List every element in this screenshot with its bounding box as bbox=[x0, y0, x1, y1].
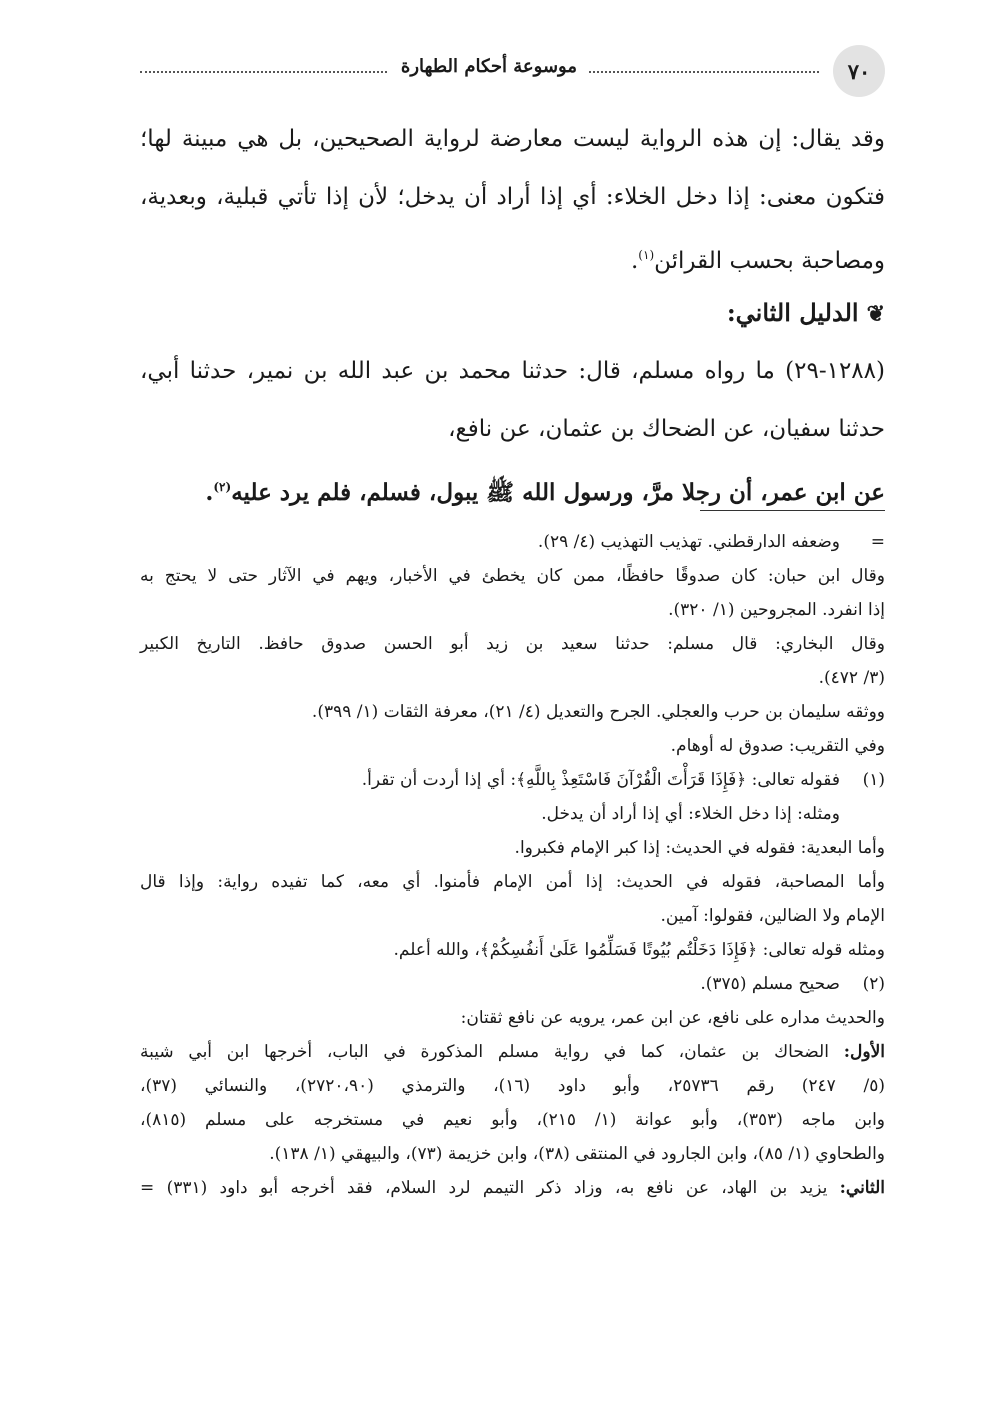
footnote-ref-2[interactable]: (٢) bbox=[213, 480, 232, 494]
footnote-line: وابن ماجه (٣٥٣)، وأبو عوانة (١/ ٢١٥)، وأبو نعيم في مستخرجه على مسلم (٨١٥)، bbox=[140, 1110, 885, 1130]
page-header bbox=[140, 42, 885, 104]
footnote-line: والحديث مداره على نافع، عن ابن عمر، يرويه عن نافع ثقتان: bbox=[460, 1008, 885, 1028]
hadith-chain-line: حدثنا سفيان، عن الضحاك بن عثمان، عن نافع، bbox=[448, 416, 885, 442]
page-number: ٧٠ bbox=[833, 45, 885, 97]
footnotes bbox=[140, 525, 885, 1205]
footnote-2: (٢)صحيح مسلم (٣٧٥). bbox=[140, 967, 885, 1001]
footnote-line: وقال البخاري: قال مسلم: حدثنا سعيد بن زيد أبو الحسن صدوق حافظ. التاريخ الكبير bbox=[140, 634, 885, 654]
footnote-separator bbox=[700, 510, 885, 511]
footnote-line: الإمام ولا الضالين، فقولوا: آمين. bbox=[660, 906, 885, 926]
footnote-line: وأما المصاحبة، فقوله في الحديث: إذا أمن الإمام فأمنوا. أي معه، كما تفيده رواية: وإذا قال bbox=[140, 872, 885, 892]
footnote-line: وفي التقريب: صدوق له أوهام. bbox=[670, 736, 885, 756]
book-title: موسوعة أحكام الطهارة bbox=[389, 56, 589, 77]
footnote-line: (٣/ ٤٧٢). bbox=[818, 668, 885, 688]
footnote-line: ومثله قوله تعالى: ﴿فَإِذَا دَخَلْتُم بُيُوتًا فَسَلِّمُوا عَلَىٰ أَنفُسِكُمْ﴾، والله أعلم. bbox=[393, 940, 885, 960]
footnote-line: والطحاوي (١/ ٨٥)، وابن الجارود في المنتقى (٣٨)، وابن خزيمة (٧٣)، والبيهقي (١/ ١٣٨). bbox=[269, 1144, 885, 1164]
continuation-mark: = bbox=[140, 1178, 155, 1198]
section-heading: ❦الدليل الثاني: bbox=[726, 298, 885, 327]
footnote-1: (١)فقوله تعالى: ﴿فَإِذَا قَرَأْتَ الْقُرْآنَ فَاسْتَعِذْ بِاللَّهِ﴾: أي إذا أردت أن تقرأ. bbox=[140, 763, 885, 797]
hadith-chain-line: (١٢٨٨-٢٩) ما رواه مسلم، قال: حدثنا محمد بن عبد الله بن نمير، حدثنا أبي، bbox=[140, 358, 885, 384]
footnote-line: ووثقه سليمان بن حرب والعجلي. الجرح والتعديل (٤/ ٢١)، معرفة الثقات (١/ ٣٩٩). bbox=[311, 702, 885, 722]
first-label: الأول: bbox=[843, 1042, 885, 1062]
footnote-line: وأما البعدية: فقوله في الحديث: إذا كبر الإمام فكبروا. bbox=[514, 838, 885, 858]
footnote-line: ومثله: إذا دخل الخلاء: أي إذا أراد أن يدخل. bbox=[541, 804, 840, 824]
main-text bbox=[140, 110, 885, 516]
text-line: ومصاحبة بحسب القرائن$^{(١)}$. bbox=[630, 248, 885, 274]
footnote-ref-1[interactable]: (١) bbox=[638, 248, 655, 262]
footnote-number: (١) bbox=[862, 770, 885, 790]
continuation-mark: = bbox=[870, 532, 885, 552]
hadith-text: عن ابن عمر، أن رجلا مرَّ، ورسول الله ﷺ يبول، فسلم، فلم يرد عليه$^{(٢)}$. bbox=[205, 479, 885, 506]
text-line: وقد يقال: إن هذه الرواية ليست معارضة لرواية الصحيحين، بل هي مبينة لها؛ bbox=[140, 126, 885, 152]
footnote-line: الأول: الضحاك بن عثمان، كما في رواية مسلم المذكورة في الباب، أخرجها ابن أبي شيبة bbox=[140, 1042, 885, 1062]
footnote-line: وقال ابن حبان: كان صدوقًا حافظًا، ممن كان يخطئ في الأخبار، ويهم في الآثار حتى لا يحتج به bbox=[140, 566, 885, 586]
text-line: فتكون معنى: إذا دخل الخلاء: أي إذا أراد أن يدخل؛ لأن إذا تأتي قبلية، وبعدية، bbox=[140, 184, 885, 210]
footnote-line: إذا انفرد. المجروحين (١/ ٣٢٠). bbox=[668, 600, 885, 620]
footnote-line: =وضعفه الدارقطني. تهذيب التهذيب (٤/ ٢٩). bbox=[140, 525, 885, 559]
footnote-line: الثاني: يزيد بن الهاد، عن نافع به، وزاد ذكر التيمم لرد السلام، فقد أخرجه أبو داود (٣٣١) = bbox=[140, 1178, 886, 1198]
footnote-line: (٥/ ٢٤٧) رقم ٢٥٧٣٦، وأبو داود (١٦)، والترمذي (٢٧٢٠،٩٠)، والنسائي (٣٧)، bbox=[140, 1076, 885, 1096]
leaf-ornament-icon: ❦ bbox=[866, 301, 885, 327]
second-label: الثاني: bbox=[839, 1178, 886, 1198]
footnote-number: (٢) bbox=[862, 974, 885, 994]
